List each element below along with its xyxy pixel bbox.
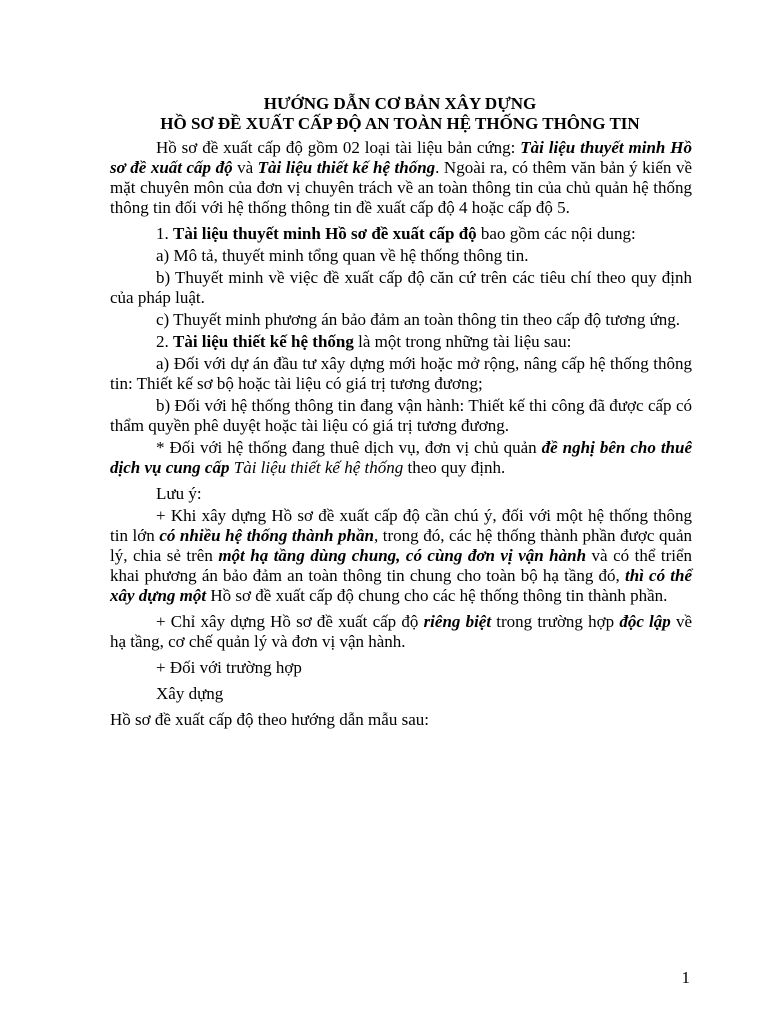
star-text-a: * Đối với hệ thống đang thuê dịch vụ, đơn vị chủ quản	[156, 438, 542, 457]
section-1-item-c: c) Thuyết minh phương án bảo đảm an toàn thông tin theo cấp độ tương ứng.	[156, 310, 681, 329]
note-1-d: một hạ tầng dùng chung, có cùng đơn vị vận hành	[218, 546, 587, 565]
section-2-item-b: b) Đối với hệ thống thông tin đang vận hành: Thiết kế thi công đã được cấp có thẩm quyền phê duyệt hoặc tài liệu có giá trị tương đương.	[110, 396, 692, 435]
note-2-e: về hạ tầng, cơ chế quản lý và đơn vị vận hành.	[110, 612, 693, 651]
section-2-item-a: a) Đối với dự án đầu tư xây dựng mới hoặc mở rộng, nâng cấp hệ thống thông tin: Thiết kế sơ bộ hoặc tài liệu có giá trị tương đương;	[110, 354, 692, 393]
note-2-a: + Chỉ xây dựng Hồ sơ đề xuất cấp độ	[156, 612, 424, 631]
section-2-number: 2.	[156, 332, 173, 351]
section-1-item-a: a) Mô tả, thuyết minh tổng quan về hệ thống thông tin.	[156, 246, 529, 265]
section-2-heading	[110, 332, 692, 352]
section-1-number: 1.	[156, 224, 173, 243]
note-1-b: có nhiều hệ thống thành phần	[159, 526, 374, 545]
document-title-line2: HỒ SƠ ĐỀ XUẤT CẤP ĐỘ AN TOÀN HỆ THỐNG THÔNG TIN	[160, 114, 640, 133]
intro-emph-d: Tài liệu thiết kế hệ thống	[257, 158, 436, 177]
document-title-line1: HƯỚNG DẪN CƠ BẢN XÂY DỰNG	[263, 94, 537, 113]
note-2	[110, 612, 692, 652]
section-1-rest: bao gồm các nội dung:	[476, 224, 636, 243]
note-2-b: riêng biệt	[423, 612, 492, 631]
section-1-heading	[110, 224, 692, 244]
section-1-bold: Tài liệu thuyết minh Hồ sơ đề xuất cấp độ	[173, 224, 477, 243]
star-text-e: theo quy định.	[403, 458, 506, 477]
note-label: Lưu ý:	[156, 484, 202, 503]
section-2-rest: là một trong những tài liệu sau:	[353, 332, 572, 351]
star-paragraph	[110, 438, 692, 478]
intro-text-a: Hồ sơ đề xuất cấp độ gồm 02 loại tài liệu bản cứng:	[156, 138, 521, 157]
note-1-f: thì có thể xây dựng một	[110, 566, 692, 605]
note-1-a: + Khi xây dựng Hồ sơ đề xuất cấp độ cần chú ý, đối với một hệ thống thông tin lớn	[110, 506, 692, 545]
note-4: Xây dựng	[156, 684, 224, 703]
star-emph-d: Tài liệu thiết kế hệ thống	[233, 458, 404, 477]
note-3: + Đối với trường hợp	[156, 658, 302, 677]
note-1-g: Hồ sơ đề xuất cấp độ chung cho các hệ thống thông tin thành phần.	[206, 586, 668, 605]
note-1	[110, 506, 692, 606]
section-2-bold: Tài liệu thiết kế hệ thống	[173, 332, 354, 351]
note-2-c: trong trường hợp	[491, 612, 620, 631]
closing-line: Hồ sơ đề xuất cấp độ theo hướng dẫn mẫu sau:	[110, 710, 429, 729]
intro-emph-b: Tài liệu thuyết minh Hồ sơ đề xuất cấp độ	[110, 138, 692, 177]
note-1-e: và có thể triển khai phương án bảo đảm an toàn thông tin chung cho toàn bộ hạ tầng đó,	[110, 546, 693, 585]
intro-paragraph	[110, 138, 692, 218]
section-1-item-b: b) Thuyết minh về việc đề xuất cấp độ căn cứ trên các tiêu chí theo quy định của pháp luật.	[110, 268, 692, 307]
note-1-c: , trong đó, các hệ thống thành phần được quản lý, chia sẻ trên	[110, 526, 692, 565]
note-2-d: độc lập	[619, 612, 671, 631]
page-number: 1	[681, 968, 690, 987]
document-body	[110, 138, 692, 736]
intro-text-c: và	[232, 158, 258, 177]
intro-text-e: . Ngoài ra, có thêm văn bản ý kiến về mặt chuyên môn của đơn vị chuyên trách về an toàn thông tin của chủ quản hệ thống thông tin đối với hệ thống thông tin đề xuất cấp độ 4 hoặc cấp độ 5.	[110, 158, 692, 217]
star-emph-b: đề nghị bên cho thuê dịch vụ cung cấp	[110, 438, 692, 477]
